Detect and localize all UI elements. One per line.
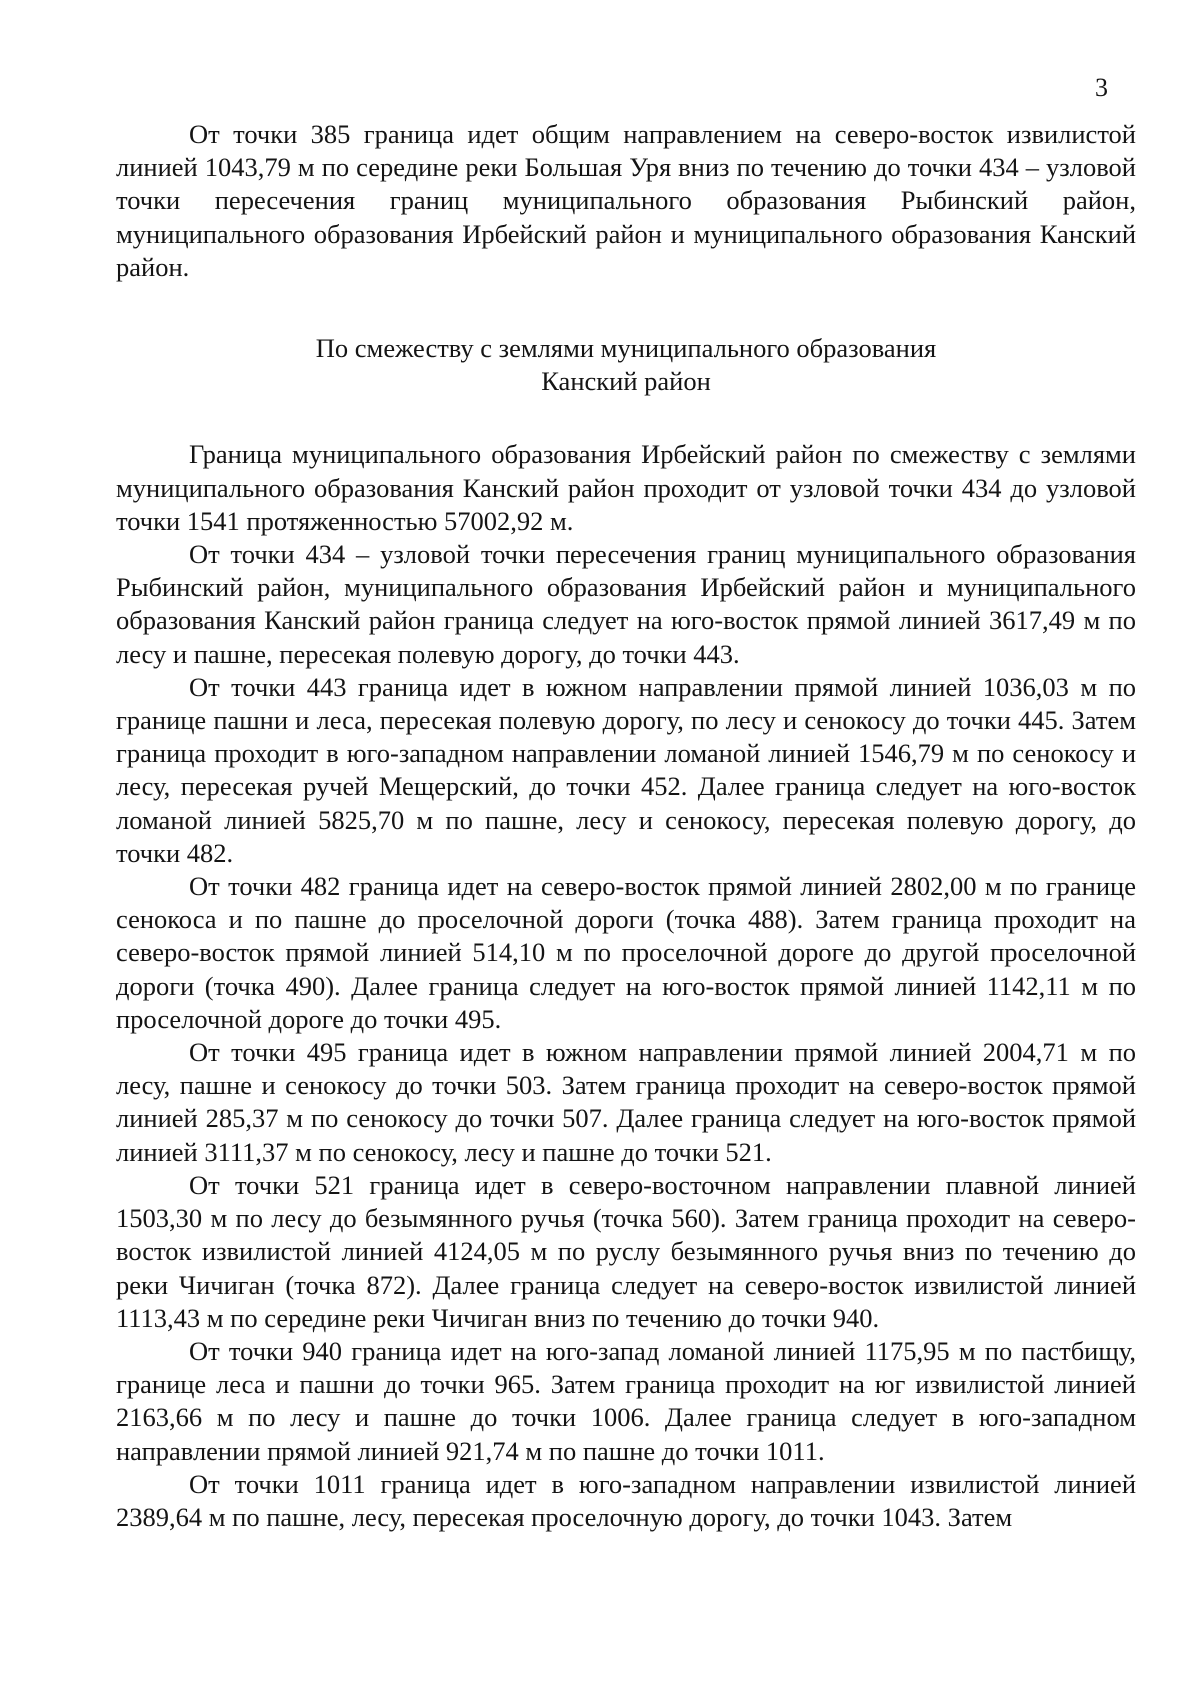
paragraph: От точки 1011 граница идет в юго-западном направлении извилистой линией 2389,64 м по пашне, лесу, пересекая проселочную дорогу, до точки 1043. Затем: [116, 1468, 1136, 1532]
paragraph: От точки 482 граница идет на северо-восток прямой линией 2802,00 м по границе сенокоса и по пашне до проселочной дороги (точка 488). Затем граница проходит на северо-восток прямой линией 514,10 м по проселочной дороге до другой проселочной дороги (точка 490). Далее граница следует на юго-восток прямой линией 1142,11 м по проселочной дороге до точки 495.: [116, 871, 1136, 1034]
page-number: 3: [1095, 73, 1108, 102]
paragraph: От точки 521 граница идет в северо-восточном направлении плавной линией 1503,30 м по лесу до безымянного ручья (точка 560). Затем граница проходит на северо-восток извилистой линией 4124,05 м по руслу безымянного ручья вниз по течению до реки Чичиган (точка 872). Далее граница следует на северо-восток извилистой линией 1113,43 м по середине реки Чичиган вниз по течению до точки 940.: [116, 1169, 1136, 1333]
paragraph: От точки 434 – узловой точки пересечения границ муниципального образования Рыбинский район, муниципального образования Ирбейский район и муниципального образования Канский район граница следует на юго-восток прямой линией 3617,49 м по лесу и пашне, пересекая полевую дорогу, до точки 443.: [116, 539, 1136, 669]
paragraph: Граница муниципального образования Ирбейский район по смежеству с землями муниципального образования Канский район проходит от узловой точки 434 до узловой точки 1541 протяженностью 57002,92 м.: [116, 439, 1136, 536]
section-heading: [116, 332, 1136, 398]
paragraph: От точки 940 граница идет на юго-запад ломаной линией 1175,95 м по пастбищу, границе леса и пашни до точки 965. Затем граница проходит на юг извилистой линией 2163,66 м по лесу и пашне до точки 1006. Далее граница следует в юго-западном направлении прямой линией 921,74 м по пашне до точки 1011.: [116, 1335, 1136, 1466]
document-body: [116, 118, 1136, 1534]
section-heading-line-1: По смежеству с землями муниципального образования: [315, 333, 937, 364]
paragraph: От точки 443 граница идет в южном направлении прямой линией 1036,03 м по границе пашни и леса, пересекая полевую дорогу, по лесу и сенокосу до точки 445. Затем граница проходит в юго-западном направлении ломаной линией 1546,79 м по сенокосу и лесу, пересекая ручей Мещерский, до точки 452. Далее граница следует на юго-восток ломаной линией 5825,70 м по пашне, лесу и сенокосу, пересекая полевую дорогу, до точки 482.: [116, 671, 1136, 868]
intro-paragraph: От точки 385 граница идет общим направлением на северо-восток извилистой линией 1043,79 м по середине реки Большая Уря вниз по течению до точки 434 – узловой точки пересечения границ муниципального образования Рыбинский район, муниципального образования Ирбейский район и муниципального образования Канский район.: [116, 119, 1136, 282]
paragraph: От точки 495 граница идет в южном направлении прямой линией 2004,71 м по лесу, пашне и сенокосу до точки 503. Затем граница проходит на северо-восток прямой линией 285,37 м по сенокосу до точки 507. Далее граница следует на юго-восток прямой линией 3111,37 м по сенокосу, лесу и пашне до точки 521.: [116, 1037, 1136, 1167]
section-heading-line-2: Канский район: [541, 366, 711, 397]
